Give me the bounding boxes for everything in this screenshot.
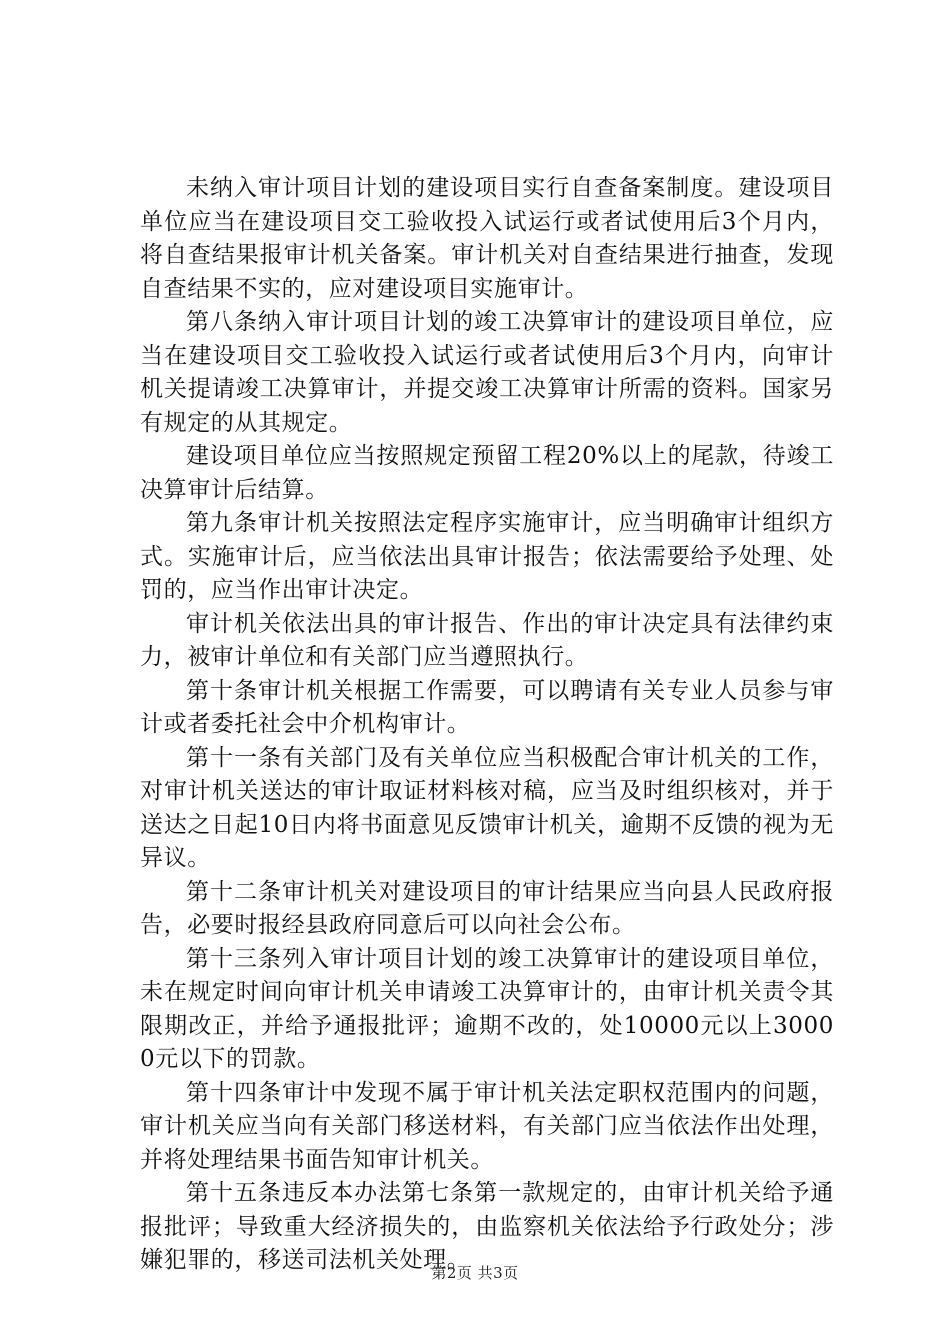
paragraph-article-12: 第十二条审计机关对建设项目的审计结果应当向县人民政府报告，必要时报经县政府同意后可以向社会公布。 (140, 878, 834, 938)
paragraph-retention-payment: 建设项目单位应当按照规定预留工程20%以上的尾款，待竣工决算审计后结算。 (140, 443, 834, 503)
document-body (140, 172, 834, 1278)
paragraph-article-14: 第十四条审计中发现不属于审计机关法定职权范围内的问题，审计机关应当向有关部门移送材料，有关部门应当依法作出处理，并将处理结果书面告知审计机关。 (140, 1079, 834, 1173)
paragraph-article-8: 第八条纳入审计项目计划的竣工决算审计的建设项目单位，应当在建设项目交工验收投入试运行或者试使用后3个月内，向审计机关提请竣工决算审计，并提交竣工决算审计所需的资料。国家另有规定的从其规定。 (140, 309, 834, 436)
paragraph-self-inspection: 未纳入审计项目计划的建设项目实行自查备案制度。建设项目单位应当在建设项目交工验收投入试运行或者试使用后3个月内，将自查结果报审计机关备案。审计机关对自查结果进行抽查，发现自查结果不实的，应对建设项目实施审计。 (140, 175, 834, 302)
paragraph-article-15: 第十五条违反本办法第七条第一款规定的，由审计机关给予通报批评；导致重大经济损失的，由监察机关依法给予行政处分；涉嫌犯罪的，移送司法机关处理。 (140, 1180, 834, 1273)
paragraph-legal-effect: 审计机关依法出具的审计报告、作出的审计决定具有法律约束力，被审计单位和有关部门应当遵照执行。 (140, 610, 834, 670)
paragraph-article-11: 第十一条有关部门及有关单位应当积极配合审计机关的工作，对审计机关送达的审计取证材料核对稿，应当及时组织核对，并于送达之日起10日内将书面意见反馈审计机关，逾期不反馈的视为无异议。 (140, 744, 834, 871)
paragraph-article-10: 第十条审计机关根据工作需要，可以聘请有关专业人员参与审计或者委托社会中介机构审计。 (140, 677, 834, 737)
paragraph-article-13: 第十三条列入审计项目计划的竣工决算审计的建设项目单位，未在规定时间向审计机关申请竣工决算审计的，由审计机关责令其限期改正，并给予通报批评；逾期不改的，处10000元以上30000元以下的罚款。 (140, 945, 834, 1072)
paragraph-article-9: 第九条审计机关按照法定程序实施审计，应当明确审计组织方式。实施审计后，应当依法出具审计报告；依法需要给予处理、处罚的，应当作出审计决定。 (140, 510, 834, 603)
page-number-footer: 第2页 共3页 (431, 1264, 519, 1282)
